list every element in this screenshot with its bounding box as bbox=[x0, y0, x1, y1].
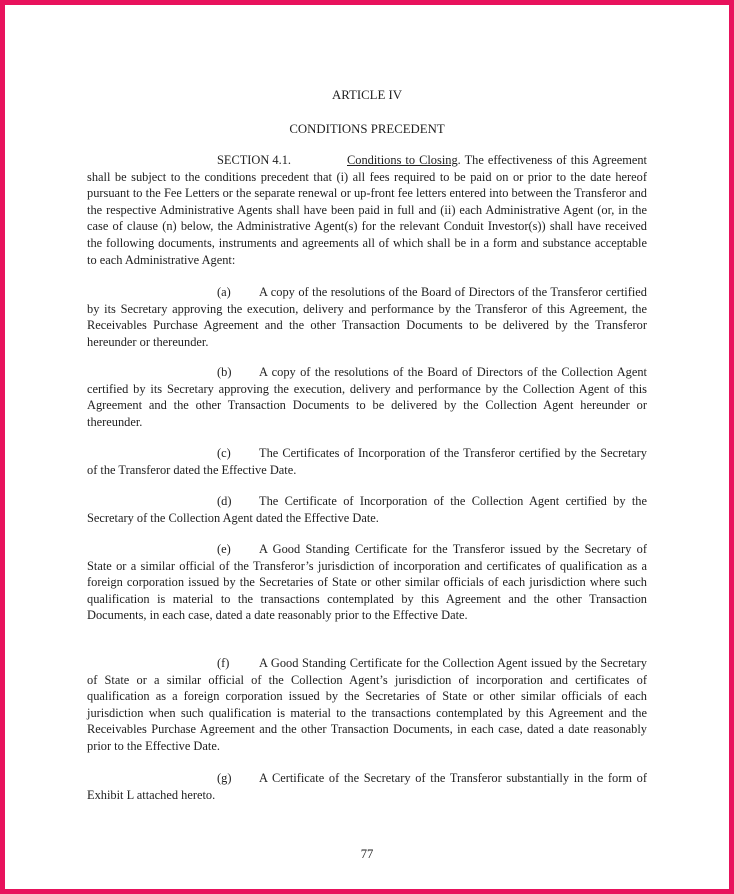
article-title: ARTICLE IV bbox=[332, 88, 402, 102]
item-text: A Good Standing Certificate for the Collection Agent issued by the Secretary of State or a similar official of the Collection Agent’s jurisdiction of incorporation and certificates of qualification as a foreign corporation issued by the Secretaries of State or other similar officials of each jurisdiction when such qualification is material to the transactions contemplated by this Agreement and the Receivables Purchase Agreement and the other Transaction Documents, in each case, dated a date reasonably prior to the Effective Date. bbox=[87, 656, 647, 753]
item-text: A Good Standing Certificate for the Transferor issued by the Secretary of State or a similar official of the Transferor’s jurisdiction of incorporation and certificates of qualification as a foreign corporation issued by the Secretaries of State or other similar officials of each jurisdiction where such qualification is material to the transactions contemplated by this Agreement and the other Transaction Documents, in each case, dated a date reasonably prior to the Effective Date. bbox=[87, 542, 647, 623]
item-label: (d) bbox=[217, 494, 232, 508]
item-label: (b) bbox=[217, 365, 232, 379]
item-d bbox=[87, 493, 647, 526]
item-text: A copy of the resolutions of the Board of Directors of the Collection Agent certified by its Secretary approving the execution, delivery and performance by the Collection Agent of this Agreement and the other Transaction Documents to be delivered by the Collection Agent hereunder or thereunder. bbox=[87, 365, 647, 429]
item-c bbox=[87, 445, 647, 478]
item-a bbox=[87, 284, 647, 350]
section-paragraph bbox=[87, 152, 647, 268]
item-label: (c) bbox=[217, 446, 231, 460]
item-text: A Certificate of the Secretary of the Transferor substantially in the form of Exhibit L attached hereto. bbox=[87, 771, 647, 802]
item-e bbox=[87, 541, 647, 624]
section-lead bbox=[87, 153, 458, 167]
section-text: . The effectiveness of this Agreement shall be subject to the conditions precedent that (i) all fees required to be paid on or prior to the date hereof pursuant to the Fee Letters or the separate renewal or up-front fee letters entered into between the Transferor and the respective Administrative Agents shall have been paid in full and (ii) each Administrative Agent (or, in the case of clause (n) below, the Administrative Agent(s) for the relevant Conduit Investor(s)) shall have received the following documents, instruments and agreements all of which shall be in a form and substance acceptable to each Administrative Agent: bbox=[87, 153, 647, 267]
item-text: The Certificate of Incorporation of the Collection Agent certified by the Secretary of the Collection Agent dated the Effective Date. bbox=[87, 494, 647, 525]
section-title: Conditions to Closing bbox=[347, 153, 458, 167]
item-f bbox=[87, 655, 647, 755]
page-number: 77 bbox=[360, 847, 374, 861]
item-text: The Certificates of Incorporation of the Transferor certified by the Secretary of the Transferor dated the Effective Date. bbox=[87, 446, 647, 477]
item-b bbox=[87, 364, 647, 430]
section-label: SECTION 4.1. bbox=[217, 153, 291, 167]
item-label: (f) bbox=[217, 656, 230, 670]
item-label: (a) bbox=[217, 285, 231, 299]
item-label: (g) bbox=[217, 771, 232, 785]
item-label: (e) bbox=[217, 542, 231, 556]
item-g bbox=[87, 770, 647, 803]
article-subtitle: CONDITIONS PRECEDENT bbox=[289, 122, 445, 136]
item-text: A copy of the resolutions of the Board of Directors of the Transferor certified by its Secretary approving the execution, delivery and performance by the Transferor of this Agreement, the Receivables Purchase Agreement and the other Transaction Documents to be delivered by the Transferor hereunder or thereunder. bbox=[87, 285, 647, 349]
